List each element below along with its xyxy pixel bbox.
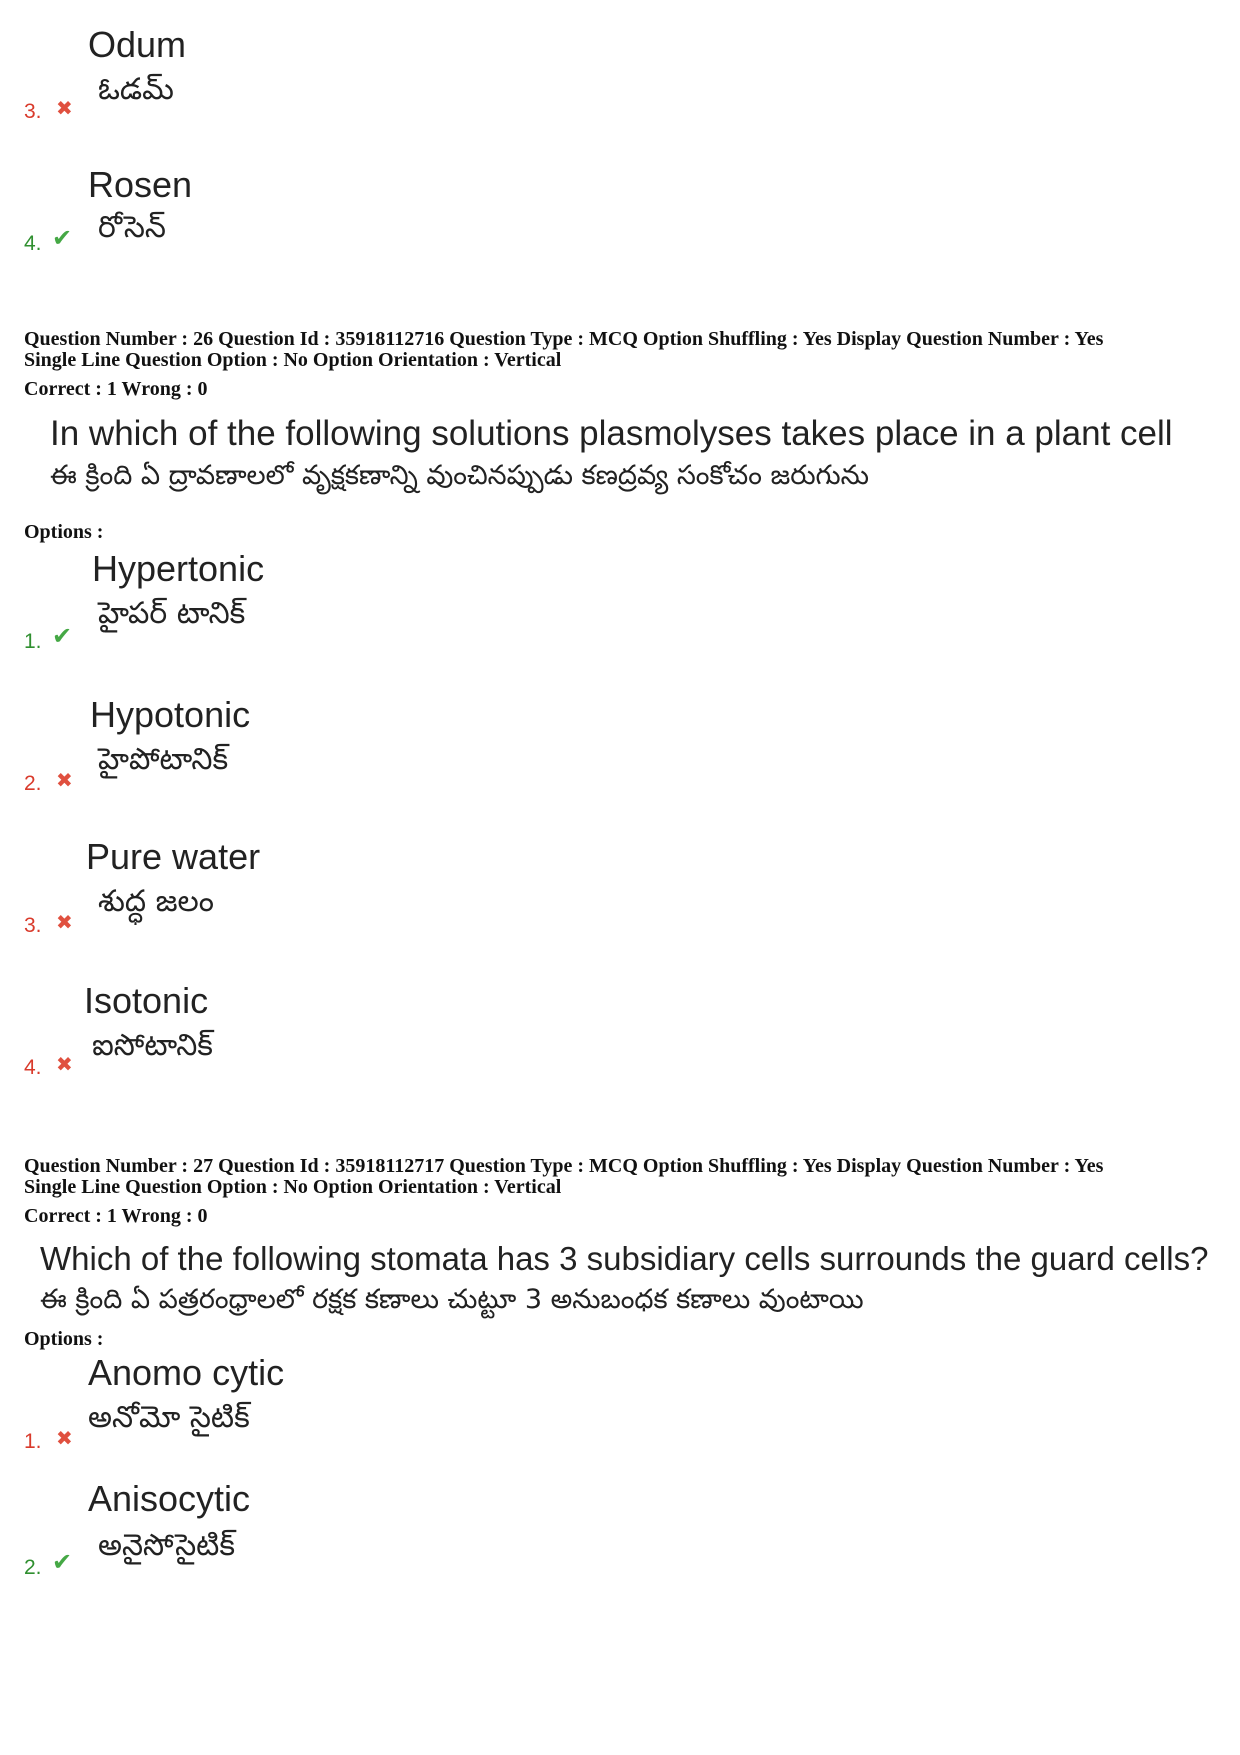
question-meta-options: Single Line Question Option : No Option Orientation : Vertical xyxy=(24,349,562,371)
check-icon: ✔ xyxy=(52,1548,73,1576)
option-text-en: Rosen xyxy=(88,164,193,205)
option-text-en: Hypertonic xyxy=(92,548,265,589)
option-text-en: Anisocytic xyxy=(88,1478,251,1519)
option-number: 4. xyxy=(24,1056,42,1079)
option-text-en: Hypotonic xyxy=(90,694,251,735)
options-label: Options : xyxy=(24,1328,104,1350)
question-meta: Question Number : 27 Question Id : 35918112717 Question Type : MCQ Option Shuffling : Yes Display Question Number : Yes xyxy=(24,1155,1104,1177)
score-info: Correct : 1 Wrong : 0 xyxy=(24,378,208,400)
option-text-te: హైపర్ టానిక్ xyxy=(98,596,246,631)
cross-icon: ✖ xyxy=(56,1426,73,1450)
option-number: 1. xyxy=(24,1430,42,1453)
option-text-en: Odum xyxy=(88,24,187,65)
option-text-te: అనోమో సైటిక్ xyxy=(88,1400,250,1435)
cross-icon: ✖ xyxy=(56,96,73,120)
question-text-te: ఈ క్రింది ఏ పత్రరంధ్రాలలో రక్షక కణాలు చుట్టూ 3 అనుబంధక కణాలు వుంటాయి xyxy=(40,1284,864,1315)
option-number: 1. xyxy=(24,630,42,653)
question-text-en: Which of the following stomata has 3 subsidiary cells surrounds the guard cells? xyxy=(40,1240,1209,1277)
option-text-en: Pure water xyxy=(86,836,261,877)
option-text-te: శుద్ధ జలం xyxy=(98,884,215,919)
check-icon: ✔ xyxy=(52,622,73,650)
question-text-en: In which of the following solutions plasmolyses takes place in a plant cell xyxy=(50,414,1173,453)
question-meta: Question Number : 26 Question Id : 35918112716 Question Type : MCQ Option Shuffling : Yes Display Question Number : Yes xyxy=(24,328,1104,350)
question-text-te: ఈ క్రింది ఏ ద్రావణాలలో వృక్షకణాన్ని వుంచినప్పుడు కణద్రవ్య సంకోచం జరుగును xyxy=(50,460,869,491)
option-text-te: ఓడమ్ xyxy=(98,72,174,107)
option-text-te: హైపోటానిక్ xyxy=(98,742,229,777)
question-meta-options: Single Line Question Option : No Option Orientation : Vertical xyxy=(24,1176,562,1198)
option-number: 2. xyxy=(24,1556,42,1579)
option-text-te: రోసెన్ xyxy=(98,210,166,245)
option-number: 2. xyxy=(24,772,42,795)
option-number: 3. xyxy=(24,914,42,937)
options-label: Options : xyxy=(24,521,104,543)
cross-icon: ✖ xyxy=(56,910,73,934)
cross-icon: ✖ xyxy=(56,1052,73,1076)
option-text-te: ఐసోటానిక్ xyxy=(92,1028,213,1063)
option-text-en: Anomo cytic xyxy=(88,1352,285,1393)
option-text-en: Isotonic xyxy=(84,980,209,1021)
option-number: 3. xyxy=(24,100,42,123)
score-info: Correct : 1 Wrong : 0 xyxy=(24,1205,208,1227)
option-number: 4. xyxy=(24,232,42,255)
option-text-te: అనైసోసైటిక్ xyxy=(98,1528,235,1563)
cross-icon: ✖ xyxy=(56,768,73,792)
check-icon: ✔ xyxy=(52,224,73,252)
